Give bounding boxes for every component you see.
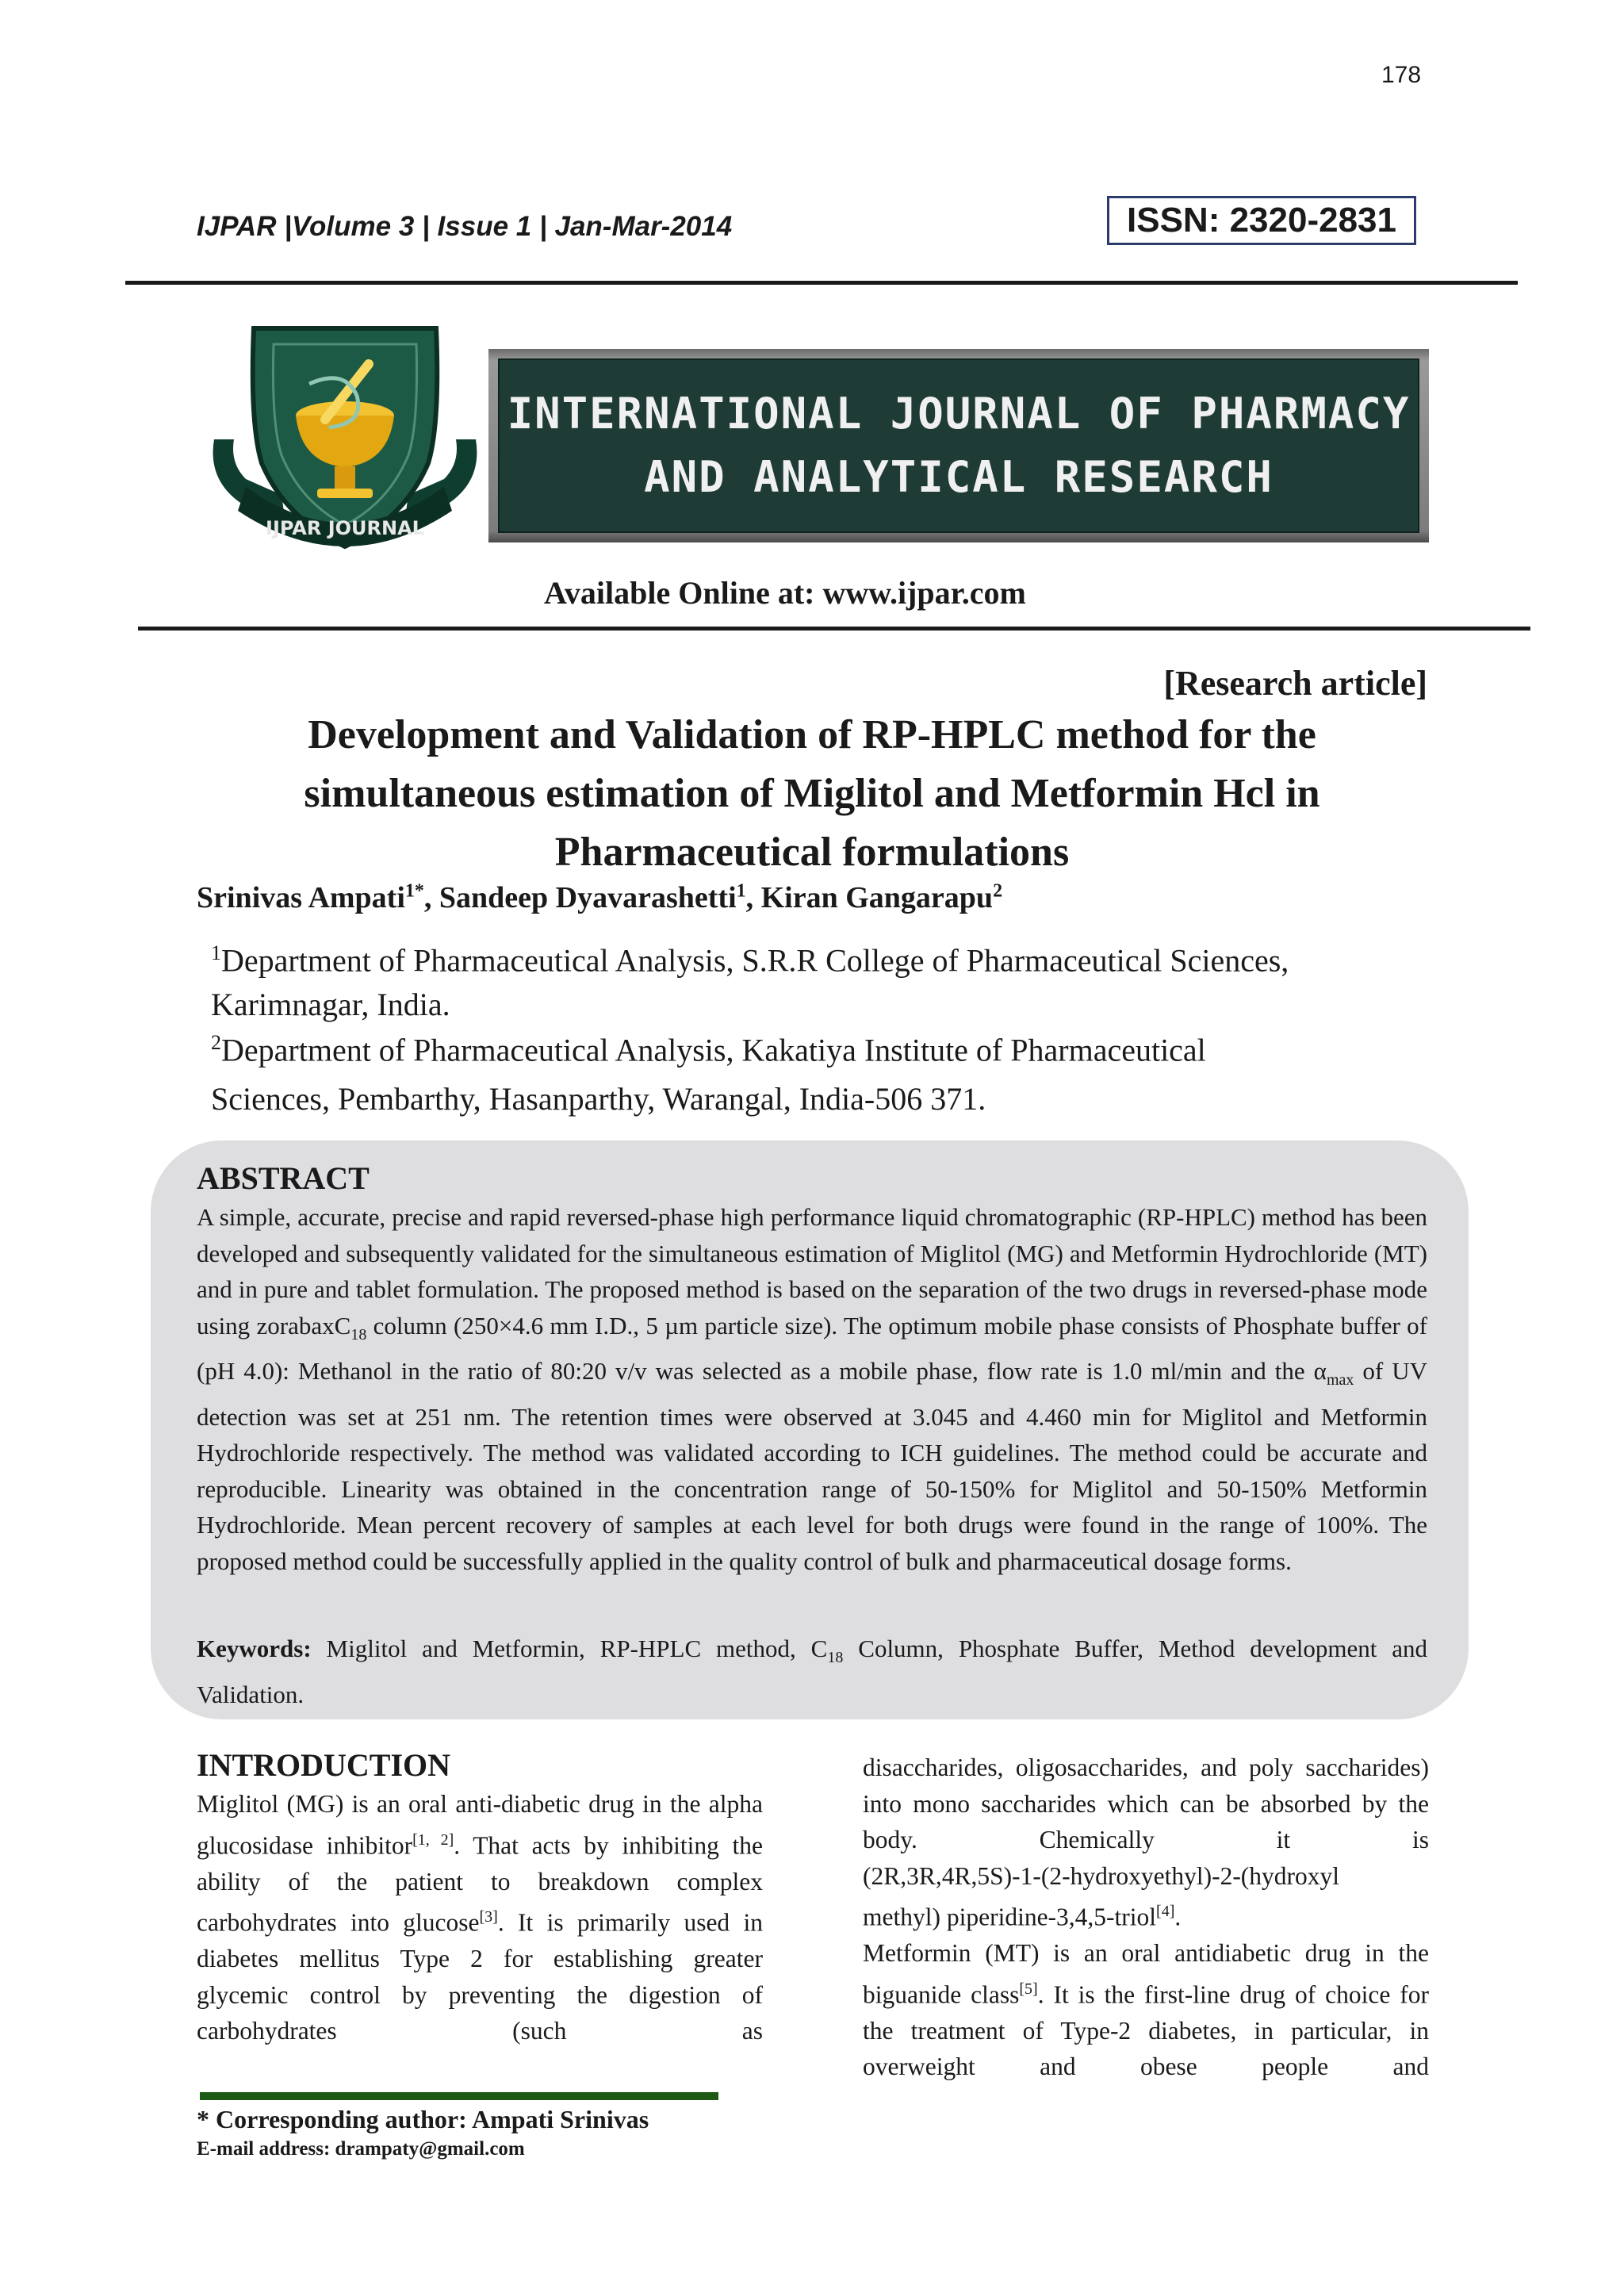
article-title — [197, 706, 1427, 882]
author-affiliation-mark: 2 — [993, 880, 1003, 902]
abstract-subscript: 18 — [350, 1325, 367, 1343]
banner-rule — [138, 627, 1530, 631]
article-title-line-2: simultaneous estimation of Miglitol and Metformin Hcl in — [304, 771, 1320, 816]
author-name: Srinivas Ampati — [197, 881, 405, 914]
journal-banner-panel — [498, 358, 1419, 533]
abstract-text: column (250×4.6 mm I.D., 5 µm particle size). The optimum mobile phase consists of Phosphate buffer of (pH 4.0): Methanol in the ratio of 80:20 v/v was selected as a mobile phase, flow rate is 1.0 ml/min and the α — [197, 1311, 1427, 1386]
author-list: Srinivas Ampati$^{1*}$, Sandeep Dyavarashetti$^1$, Kiran Gangarapu$^2$ — [197, 880, 1003, 914]
author-affiliation-mark: 1 — [736, 880, 746, 902]
keywords — [197, 1631, 1427, 1712]
affiliation-number: 2 — [211, 1031, 221, 1054]
article-type-label: [Research article] — [1163, 664, 1427, 703]
footnote-rule — [200, 2092, 718, 2100]
corresponding-author: * Corresponding author: Ampati Srinivas — [197, 2105, 649, 2133]
paragraph-text: . — [1174, 1903, 1182, 1931]
abstract-subscript: max — [1326, 1371, 1354, 1389]
author-affiliation-mark: 1* — [404, 880, 424, 902]
journal-banner — [488, 349, 1429, 542]
affiliation-text: Department of Pharmaceutical Analysis, Kakatiya Institute of Pharmaceutical — [221, 1032, 1206, 1068]
abstract-heading: ABSTRACT — [197, 1160, 370, 1196]
paragraph-text: . That acts by inhibiting the ability of the patient to breakdown complex carbohydrates into glucose — [197, 1831, 763, 1937]
citation-ref[interactable]: [3] — [479, 1908, 498, 1926]
author-name: Kiran Gangarapu — [760, 881, 994, 914]
available-online-link[interactable]: Available Online at: www.ijpar.com — [544, 575, 1026, 611]
issn-badge: ISSN: 2320-2831 — [1107, 196, 1416, 245]
keywords-text: Miglitol and Metformin, RP-HPLC method, C — [311, 1635, 828, 1662]
citation-ref[interactable]: [4] — [1156, 1903, 1175, 1920]
paragraph-text: . It is the first-line drug of choice for the treatment of Type-2 diabetes, in particular, in overweight and obese people and — [863, 1980, 1430, 2080]
citation-ref[interactable]: [1, 2] — [412, 1830, 454, 1849]
article-title-line-1: Development and Validation of RP-HPLC method for the — [308, 712, 1316, 757]
ijpar-logo-icon — [198, 320, 492, 550]
keywords-subscript: 18 — [827, 1649, 844, 1667]
affiliation-1 — [211, 931, 1289, 1027]
paragraph-text: Metformin (MT) is an oral antidiabetic drug in the biguanide class — [863, 1939, 1429, 2008]
introduction-heading: INTRODUCTION — [197, 1747, 451, 1783]
affiliation-text: Sciences, Pembarthy, Hasanparthy, Warangal, India-506 371. — [211, 1081, 986, 1117]
introduction-left-column — [197, 1786, 763, 2049]
chemical-name: (2R,3R,4R,5S)-1-(2-hydroxyethyl)-2-(hydroxyl — [863, 1861, 1340, 1890]
affiliation-text: Karimnagar, India. — [211, 987, 450, 1023]
abstract-text: A simple, accurate, precise and rapid reversed-phase high performance liquid chromatographic (RP-HPLC) method has been developed and subsequently validated for the simultaneous estimation of Miglitol (MG) and Metformin Hydrochloride (MT) and in pure and tablet formulation. The proposed method is based on the separation of the two drugs in reversed-phase mode using zorabaxC — [197, 1203, 1427, 1340]
abstract-text: of UV detection was set at 251 nm. The retention times were observed at 3.045 and 4.460 min for Miglitol and Metformin Hydrochloride respectively. The method was validated according to ICH guidelines. The method could be accurate and reproducible. Linearity was obtained in the concentration range of 50-150% for Miglitol and 50-150% Metformin Hydrochloride. Mean percent recovery of samples at each level for both drugs were found in the range of 100%. The proposed method could be successfully applied in the quality control of bulk and pharmaceutical dosage forms. — [197, 1357, 1427, 1575]
affiliation-2 — [211, 1018, 1206, 1124]
logo-lettering: IJPAR JOURNAL — [266, 517, 424, 539]
paragraph-text: . It is primarily used in diabetes mellitus Type 2 for establishing greater glycemic control by preventing the digestion of carbohydrates (such as — [197, 1908, 763, 2045]
journal-name-line-2: AND ANALYTICAL RESEARCH — [644, 452, 1274, 502]
keywords-text: Column, Phosphate Buffer, Method development and Validation. — [197, 1635, 1427, 1708]
metformin-paragraph — [863, 1935, 1429, 2085]
abstract-body — [197, 1199, 1427, 1579]
journal-name-line-1: INTERNATIONAL JOURNAL OF PHARMACY — [507, 389, 1411, 439]
page-number: 178 — [1381, 62, 1422, 88]
paragraph-text: disaccharides, oligosaccharides, and poly saccharides) into mono saccharides which can be absorbed by the body. Chemically it is — [863, 1754, 1429, 1853]
paragraph-text: methyl) piperidine-3,4,5-triol — [863, 1903, 1157, 1931]
introduction-right-column — [863, 1750, 1429, 2085]
journal-volume-issue: IJPAR |Volume 3 | Issue 1 | Jan-Mar-2014 — [197, 211, 733, 242]
header-rule — [125, 281, 1518, 285]
citation-ref[interactable]: [5] — [1019, 1980, 1038, 1998]
affiliation-number: 1 — [211, 941, 221, 964]
keywords-label: Keywords: — [197, 1635, 312, 1662]
corresponding-email[interactable]: E-mail address: drampaty@gmail.com — [197, 2138, 525, 2160]
paragraph-text: Miglitol (MG) is an oral anti-diabetic drug in the alpha glucosidase inhibitor — [197, 1790, 763, 1859]
chemical-name-end — [863, 1894, 1429, 1935]
author-name: Sandeep Dyavarashetti — [439, 881, 737, 914]
affiliation-text: Department of Pharmaceutical Analysis, S.R.R College of Pharmaceutical Sciences, — [221, 942, 1289, 979]
article-title-line-3: Pharmaceutical formulations — [554, 830, 1070, 875]
